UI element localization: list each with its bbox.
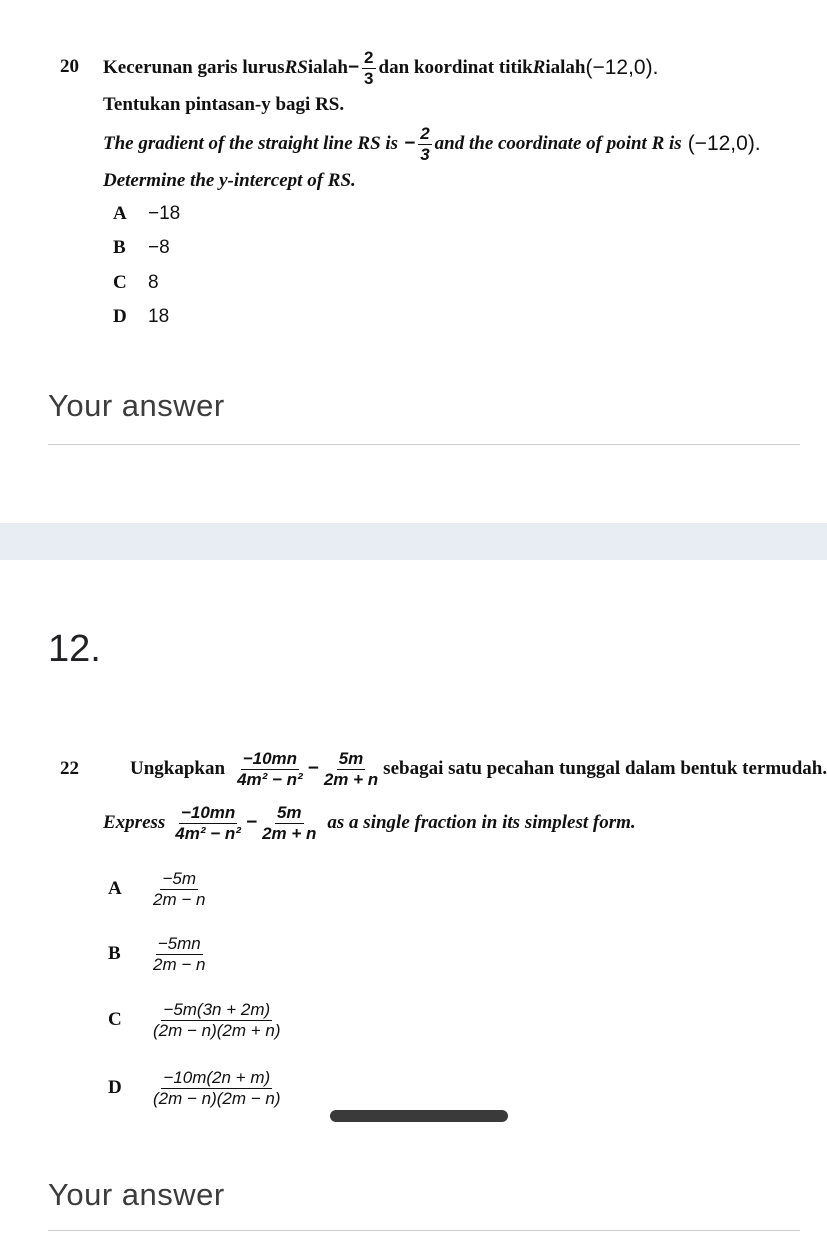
overlay-toast-bar xyxy=(330,1110,508,1122)
q22-option-letter: D xyxy=(108,1077,122,1098)
q22-option-den: (2m − n)(2m − n) xyxy=(153,1088,281,1108)
q20-ms-frac-den: 3 xyxy=(364,68,374,88)
q20-option-value: −18 xyxy=(148,203,181,224)
answer-placeholder-2: Your answer xyxy=(48,1177,225,1212)
q20-option-value: −8 xyxy=(148,237,170,258)
q22-en-fraction-1 xyxy=(173,803,243,844)
q22-en-fraction-2 xyxy=(260,803,318,844)
q22-ms-f2-num: 5m xyxy=(338,748,364,768)
q22-option-den: 2m − n xyxy=(153,954,206,974)
q20-option-c xyxy=(113,272,159,294)
q22-ms-minus: − xyxy=(307,758,319,779)
q20-option-letter: A xyxy=(113,203,127,224)
q20-option-letter: B xyxy=(113,237,126,258)
q22-ms-text-a: Ungkapkan xyxy=(130,758,226,779)
q20-en-frac-num: 2 xyxy=(420,123,430,143)
q20-ms-point: R xyxy=(532,57,546,78)
q20-option-a xyxy=(113,203,181,225)
q20-option-letter: D xyxy=(113,306,127,327)
q20-en-fraction xyxy=(418,124,431,165)
q22-option-num: −10m(2n + m) xyxy=(163,1067,271,1087)
q22-english-line xyxy=(103,797,636,849)
answer-underline-1 xyxy=(48,444,800,445)
section-separator xyxy=(0,523,827,560)
q22-option-letter: C xyxy=(108,1009,122,1030)
question-number: 12. xyxy=(48,628,101,670)
q22-option-letter: A xyxy=(108,878,122,899)
q22-ms-f1-num: −10mn xyxy=(242,748,298,768)
answer-input-2[interactable] xyxy=(48,1177,800,1235)
q22-ms-f1-den: 4m² − n² xyxy=(237,769,303,789)
q22-ms-text-b: sebagai satu pecahan tunggal dalam bentuk termudah. xyxy=(383,758,827,779)
q20-option-b xyxy=(113,237,170,259)
q20-option-value: 18 xyxy=(148,306,170,327)
q22-option-letter: B xyxy=(108,943,121,964)
q22-option-b xyxy=(108,929,210,979)
q22-option-fraction xyxy=(151,1000,283,1041)
q22-en-text-b: as a single fraction in its simplest form. xyxy=(327,812,636,833)
q22-en-f1-den: 4m² − n² xyxy=(175,823,241,843)
q22-option-fraction xyxy=(151,934,207,975)
answer-input-1[interactable] xyxy=(48,388,800,446)
q20-ms-text-a: Kecerunan garis lurus xyxy=(103,57,285,78)
q22-malay-line xyxy=(130,743,827,795)
q22-en-text-a: Express xyxy=(103,812,166,833)
q20-english-line2: Determine the y-intercept of RS. xyxy=(103,170,356,191)
q22-option-fraction xyxy=(151,1068,283,1109)
answer-underline-2 xyxy=(48,1230,800,1231)
q20-en-minus: − xyxy=(404,133,416,154)
q20-ms-fraction xyxy=(362,48,375,89)
q20-option-d xyxy=(113,306,170,328)
q22-option-den: (2m − n)(2m + n) xyxy=(153,1020,281,1040)
q20-ms-text-b: ialah xyxy=(307,57,348,78)
q22-ms-fraction-2 xyxy=(322,749,380,790)
q22-option-den: 2m − n xyxy=(153,889,206,909)
q20-malay-line2: Tentukan pintasan-y bagi RS. xyxy=(103,94,345,115)
q22-ms-fraction-1 xyxy=(235,749,305,790)
q20-option-letter: C xyxy=(113,272,127,293)
q20-ms-text-c: dan koordinat titik xyxy=(378,57,533,78)
q20-ms-frac-num: 2 xyxy=(364,47,374,67)
q20-ms-text-d: ialah xyxy=(545,57,586,78)
q22-option-a xyxy=(108,864,210,914)
q22-en-f2-num: 5m xyxy=(276,802,302,822)
q22-number: 22 xyxy=(60,758,79,779)
q20-ms-minus: − xyxy=(347,57,360,78)
q22-option-d xyxy=(108,1062,286,1114)
q20-en-text-b: and the coordinate of point R is xyxy=(434,133,682,154)
q22-en-minus: − xyxy=(245,812,258,833)
q22-ms-f2-den: 2m + n xyxy=(323,769,379,789)
q22-option-fraction xyxy=(151,869,207,910)
q20-english-line1 xyxy=(103,120,761,168)
q20-malay-line1 xyxy=(103,44,658,92)
q20-en-coord: (−12,0). xyxy=(687,132,761,155)
q20-en-text-a: The gradient of the straight line RS is xyxy=(103,133,399,154)
q20-en-frac-den: 3 xyxy=(420,144,430,164)
q22-option-num: −5mn xyxy=(157,933,201,953)
q20-number: 20 xyxy=(60,56,79,77)
q22-en-f2-den: 2m + n xyxy=(262,823,317,843)
q20-option-value: 8 xyxy=(148,272,159,293)
q22-option-c xyxy=(108,994,286,1046)
q22-option-num: −5m(3n + 2m) xyxy=(163,999,271,1019)
q20-ms-rs: RS xyxy=(284,57,308,78)
q20-ms-coord: (−12,0). xyxy=(585,56,659,79)
answer-placeholder-1: Your answer xyxy=(48,388,225,423)
q22-en-f1-num: −10mn xyxy=(180,802,236,822)
q22-option-num: −5m xyxy=(162,868,196,888)
